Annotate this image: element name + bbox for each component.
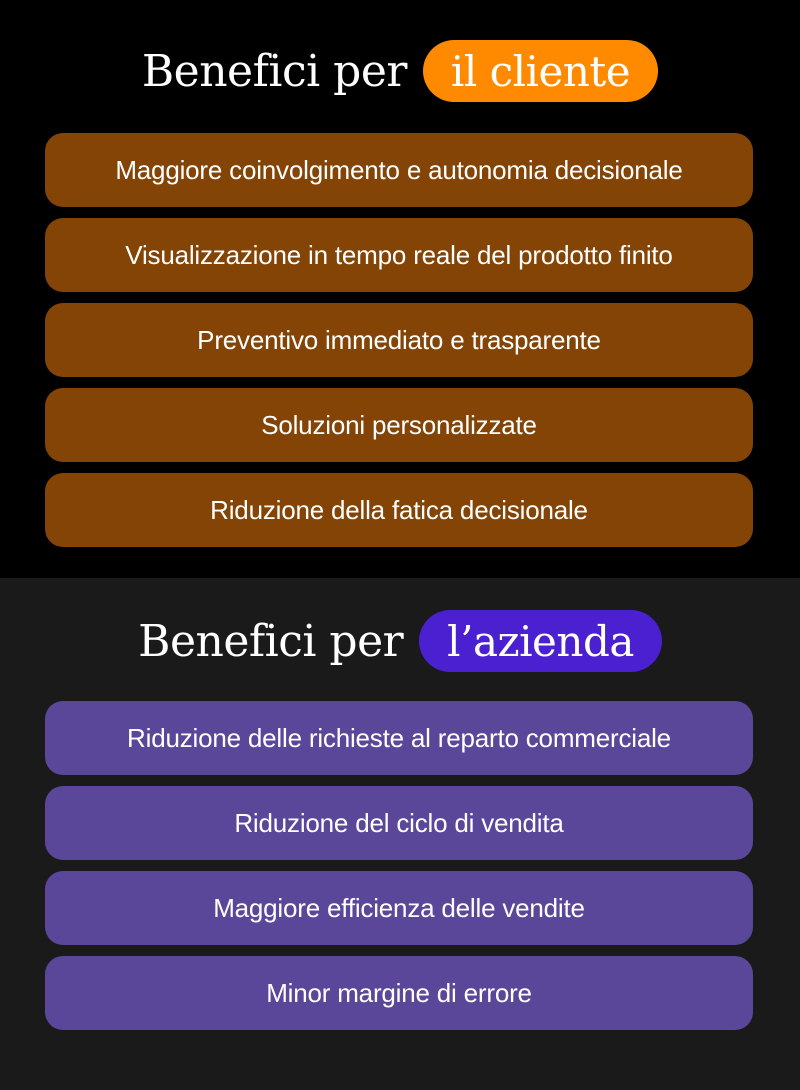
company-heading-lead: Benefici per: [138, 615, 404, 667]
client-heading-lead: Benefici per: [141, 45, 407, 97]
company-benefit-item: Minor margine di errore: [45, 956, 753, 1030]
client-benefit-item: Visualizzazione in tempo reale del prodotto finito: [45, 218, 753, 292]
company-heading-highlight: l’azienda: [419, 610, 662, 672]
client-benefit-item: Preventivo immediato e trasparente: [45, 303, 753, 377]
client-benefit-item: Riduzione della fatica decisionale: [45, 473, 753, 547]
company-benefit-item: Riduzione delle richieste al reparto commerciale: [45, 701, 753, 775]
client-benefits-heading: [0, 38, 800, 104]
client-benefit-item: Soluzioni personalizzate: [45, 388, 753, 462]
company-benefits-section: [0, 578, 800, 1090]
client-benefit-item: Maggiore coinvolgimento e autonomia decisionale: [45, 133, 753, 207]
company-benefits-heading: [0, 608, 800, 674]
company-benefit-item: Riduzione del ciclo di vendita: [45, 786, 753, 860]
company-benefit-item: Maggiore efficienza delle vendite: [45, 871, 753, 945]
client-heading-highlight: il cliente: [423, 40, 658, 102]
